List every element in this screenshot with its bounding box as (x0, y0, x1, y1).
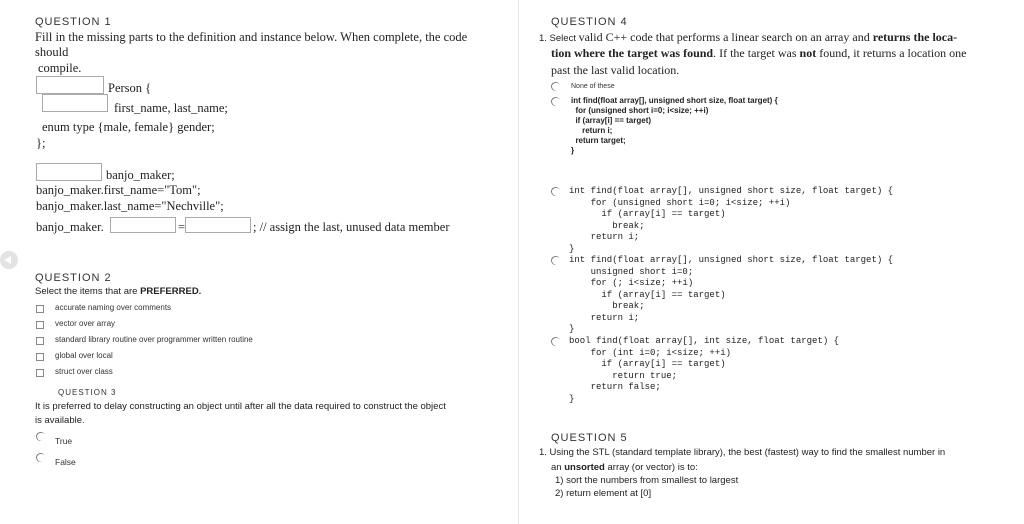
q4-heading: QUESTION 4 (551, 16, 628, 28)
q5-prompt-l2b: array (or vector) is to: (604, 462, 698, 473)
q4-option-none: None of these (571, 83, 615, 90)
q4-option-a-code: int find(float array[], unsigned short size, float target) { for (unsigned short i=0; i<size; ++i) if (array[i] == target) return i; return target; } (571, 96, 778, 155)
q2-option-label: accurate naming over comments (55, 303, 172, 312)
q5-prompt-l2a: an (551, 462, 565, 473)
q1-prompt-line3: compile. (38, 61, 82, 75)
q2-option-checkbox[interactable] (36, 369, 44, 377)
q1-struct-line: Person { (108, 81, 152, 95)
q1-fields-line: first_name, last_name; (114, 101, 228, 115)
q5-heading: QUESTION 5 (551, 432, 628, 444)
q4-prompt-line2 (551, 46, 967, 61)
q4-prompt-l2-end: found, it returns a location one (816, 46, 967, 60)
q4-radio-d[interactable] (550, 336, 562, 348)
q3-option-true: True (55, 436, 73, 446)
q4-prompt-line3: past the last valid location. (551, 63, 680, 77)
q3-option-false: False (55, 457, 76, 467)
q1-assign3-prefix: banjo_maker. (36, 220, 104, 234)
q2-option-label: struct over class (55, 367, 113, 376)
q3-radio-true[interactable] (35, 431, 47, 443)
q4-radio-b[interactable] (550, 186, 562, 198)
q1-blank-member-name[interactable] (110, 217, 176, 233)
q3-prompt-line1: It is preferred to delay constructing an object until after all the data required to construct the object (35, 401, 446, 412)
q1-blank-field-type[interactable] (42, 94, 108, 112)
q3-heading: QUESTION 3 (58, 388, 117, 397)
q2-prompt-text: Select the items that are (35, 286, 141, 297)
q1-enum-line: enum type {male, female} gender; (42, 120, 215, 134)
q1-assign-last-name: banjo_maker.last_name="Nechville"; (36, 199, 224, 213)
q4-option-d-code: bool find(float array[], int size, float target) { for (int i=0; i<size; ++i) if (array[i] == target) return true; return false; } (569, 336, 840, 404)
column-divider (518, 0, 519, 524)
q1-instance-line: banjo_maker; (106, 168, 175, 182)
q2-option-checkbox[interactable] (36, 353, 44, 361)
q5-prompt-line2 (551, 462, 698, 473)
q4-prompt-l1b: valid C++ code that performs a linear search on an array and (578, 30, 873, 44)
q1-close-line: }; (36, 136, 46, 150)
q4-prompt-l2-mid: . If the target was (713, 46, 800, 60)
q1-blank-member-value[interactable] (185, 217, 251, 233)
q1-heading: QUESTION 1 (35, 16, 112, 28)
q1-prompt-line1: Fill in the missing parts to the definition and instance below. When complete, the code (35, 30, 468, 44)
q3-radio-false[interactable] (35, 452, 47, 464)
q4-option-b-code: int find(float array[], unsigned short size, float target) { for (unsigned short i=0; i<size; ++i) if (array[i] == target) break; return i; } (569, 186, 894, 254)
q2-option-checkbox[interactable] (36, 337, 44, 345)
q1-assign-first-name: banjo_maker.first_name="Tom"; (36, 183, 201, 197)
q1-blank-struct-keyword[interactable] (36, 76, 104, 94)
q5-prompt-l2-bold: unsorted (564, 462, 605, 473)
q2-option-label: standard library routine over programmer written routine (55, 335, 253, 344)
q4-prompt-line1 (539, 30, 957, 45)
q4-radio-a[interactable] (550, 96, 562, 108)
q2-option-checkbox[interactable] (36, 321, 44, 329)
q4-option-c-code: int find(float array[], unsigned short size, float target) { unsigned short i=0; for (; i<size; ++i) if (array[i] == target) break; return i; } (569, 255, 894, 334)
q2-heading: QUESTION 2 (35, 272, 112, 284)
q5-step1: 1) sort the numbers from smallest to largest (555, 475, 739, 486)
q4-prompt-l2-not: not (799, 46, 817, 60)
q4-prompt-l1-bold: returns the loca- (872, 30, 958, 44)
q2-option-checkbox[interactable] (36, 305, 44, 313)
q1-assign3-comment: ; // assign the last, unused data member (253, 220, 450, 234)
q2-prompt (35, 286, 201, 297)
q1-prompt-line2: should (35, 45, 69, 59)
q4-radio-c[interactable] (550, 255, 562, 267)
q2-option-label: global over local (55, 351, 113, 360)
collapse-left-icon[interactable] (0, 251, 18, 269)
q2-prompt-bold: PREFERRED. (140, 286, 202, 297)
q4-radio-none[interactable] (550, 81, 562, 93)
q4-prompt-l2-bold: tion where the target was found (551, 46, 714, 60)
q1-assign3-equals: = (178, 220, 186, 234)
q3-prompt-line2: is available. (35, 415, 85, 426)
q2-option-label: vector over array (55, 319, 116, 328)
q5-prompt-line1: 1. Using the STL (standard template library), the best (fastest) way to find the smallest number in (539, 447, 946, 458)
q1-blank-instance-type[interactable] (36, 163, 102, 181)
q5-step2: 2) return element at [0] (555, 488, 652, 499)
q4-prompt-l1a: 1. Select (539, 33, 579, 44)
